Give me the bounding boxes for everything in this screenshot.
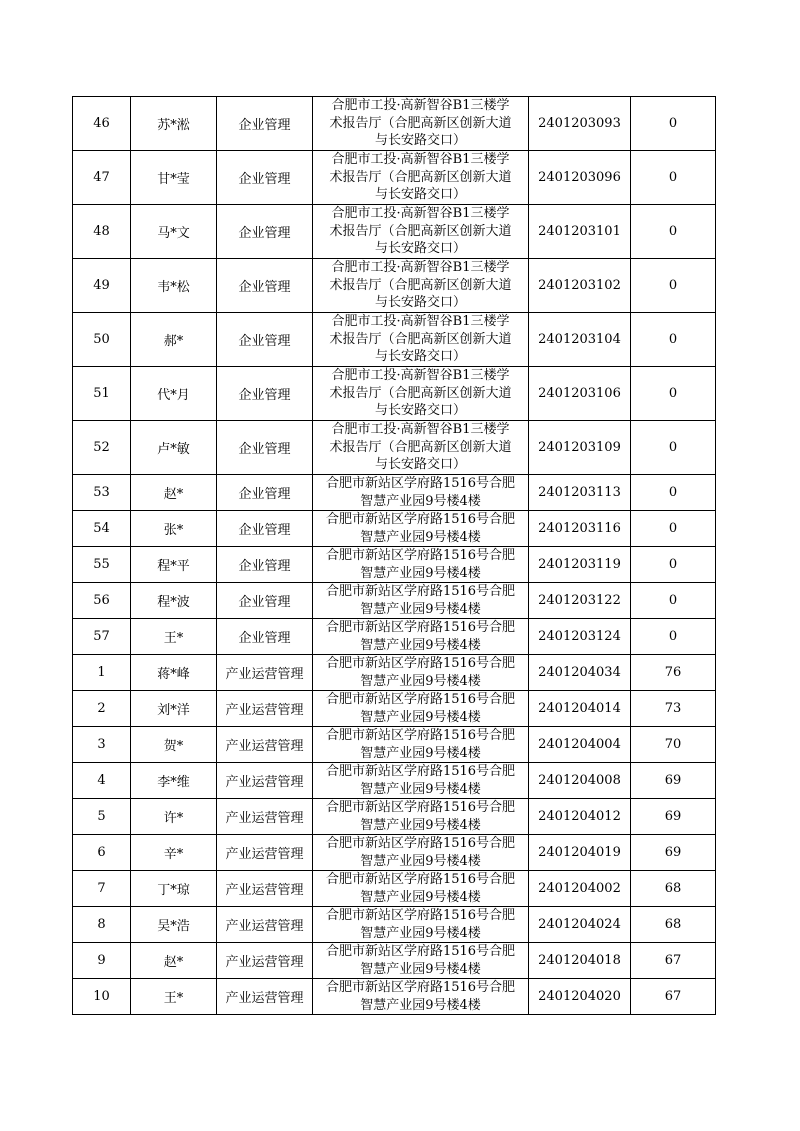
- position: 产业运营管理: [217, 727, 313, 763]
- address-line: 合肥市工投·高新智谷B1三楼学: [331, 368, 510, 384]
- candidate-name: 甘*莹: [131, 151, 217, 205]
- address-line: 合肥市新站区学府路1516号合肥: [325, 476, 516, 491]
- address-line: 智慧产业园9号楼4楼: [360, 889, 481, 905]
- table-row: [73, 583, 716, 619]
- exam-address: [313, 619, 529, 655]
- address-line: 合肥市工投·高新智谷B1三楼学: [331, 206, 510, 222]
- admission-id: 2401204018: [529, 943, 631, 979]
- position: 企业管理: [217, 475, 313, 511]
- row-number: 51: [73, 367, 131, 421]
- admission-id: 2401203106: [529, 367, 631, 421]
- table-body: [73, 97, 716, 1015]
- position: 产业运营管理: [217, 943, 313, 979]
- score: 68: [631, 907, 716, 943]
- row-number: 46: [73, 97, 131, 151]
- address-line: 术报告厅（合肥高新区创新大道: [329, 169, 512, 185]
- row-number: 56: [73, 583, 131, 619]
- address-line: 与长安路交口）: [374, 241, 466, 257]
- candidate-name: 丁*琼: [131, 871, 217, 907]
- table-row: [73, 97, 716, 151]
- position: 企业管理: [217, 583, 313, 619]
- candidate-name: 赵*: [131, 475, 217, 511]
- table-row: [73, 763, 716, 799]
- address-line: 术报告厅（合肥高新区创新大道: [329, 115, 512, 131]
- admission-id: 2401204019: [529, 835, 631, 871]
- address-line: 合肥市新站区学府路1516号合肥: [325, 800, 516, 815]
- table-row: [73, 475, 716, 511]
- row-number: 57: [73, 619, 131, 655]
- candidate-name: 代*月: [131, 367, 217, 421]
- position: 产业运营管理: [217, 691, 313, 727]
- exam-address: [313, 799, 529, 835]
- position: 产业运营管理: [217, 871, 313, 907]
- row-number: 10: [73, 979, 131, 1015]
- score: 73: [631, 691, 716, 727]
- table-row: [73, 151, 716, 205]
- address-line: 智慧产业园9号楼4楼: [360, 745, 481, 761]
- address-line: 智慧产业园9号楼4楼: [360, 817, 481, 833]
- admission-id: 2401204004: [529, 727, 631, 763]
- admission-id: 2401204014: [529, 691, 631, 727]
- table-row: [73, 205, 716, 259]
- score: 67: [631, 979, 716, 1015]
- row-number: 7: [73, 871, 131, 907]
- address-line: 智慧产业园9号楼4楼: [360, 997, 481, 1013]
- address-line: 智慧产业园9号楼4楼: [360, 601, 481, 617]
- admission-id: 2401204024: [529, 907, 631, 943]
- exam-address: [313, 583, 529, 619]
- address-line: 术报告厅（合肥高新区创新大道: [329, 223, 512, 239]
- score: 0: [631, 475, 716, 511]
- score: 0: [631, 547, 716, 583]
- score: 69: [631, 763, 716, 799]
- candidate-name: 王*: [131, 979, 217, 1015]
- address-line: 智慧产业园9号楼4楼: [360, 853, 481, 869]
- candidate-name: 程*平: [131, 547, 217, 583]
- address-line: 合肥市新站区学府路1516号合肥: [325, 764, 516, 779]
- address-line: 合肥市新站区学府路1516号合肥: [325, 980, 516, 995]
- exam-address: [313, 511, 529, 547]
- admission-id: 2401204008: [529, 763, 631, 799]
- row-number: 6: [73, 835, 131, 871]
- address-line: 合肥市新站区学府路1516号合肥: [325, 872, 516, 887]
- position: 企业管理: [217, 619, 313, 655]
- admission-id: 2401203101: [529, 205, 631, 259]
- score: 0: [631, 313, 716, 367]
- address-line: 合肥市工投·高新智谷B1三楼学: [331, 314, 510, 330]
- row-number: 3: [73, 727, 131, 763]
- address-line: 智慧产业园9号楼4楼: [360, 961, 481, 977]
- address-line: 与长安路交口）: [374, 457, 466, 473]
- exam-address: [313, 259, 529, 313]
- row-number: 53: [73, 475, 131, 511]
- admission-id: 2401203122: [529, 583, 631, 619]
- exam-address: [313, 763, 529, 799]
- exam-address: [313, 151, 529, 205]
- address-line: 与长安路交口）: [374, 295, 466, 311]
- candidate-name: 韦*松: [131, 259, 217, 313]
- table-row: [73, 727, 716, 763]
- address-line: 合肥市新站区学府路1516号合肥: [325, 584, 516, 599]
- exam-address: [313, 907, 529, 943]
- table-row: [73, 835, 716, 871]
- row-number: 54: [73, 511, 131, 547]
- candidate-name: 赵*: [131, 943, 217, 979]
- address-line: 智慧产业园9号楼4楼: [360, 493, 481, 509]
- score: 0: [631, 619, 716, 655]
- candidate-name: 蒋*峰: [131, 655, 217, 691]
- position: 企业管理: [217, 511, 313, 547]
- score: 69: [631, 835, 716, 871]
- row-number: 55: [73, 547, 131, 583]
- candidate-name: 王*: [131, 619, 217, 655]
- address-line: 合肥市新站区学府路1516号合肥: [325, 512, 516, 527]
- candidate-name: 刘*洋: [131, 691, 217, 727]
- row-number: 2: [73, 691, 131, 727]
- address-line: 合肥市新站区学府路1516号合肥: [325, 836, 516, 851]
- admission-id: 2401203116: [529, 511, 631, 547]
- exam-address: [313, 421, 529, 475]
- candidate-name: 卢*敏: [131, 421, 217, 475]
- address-line: 智慧产业园9号楼4楼: [360, 673, 481, 689]
- table-row: [73, 421, 716, 475]
- candidate-name: 郝*: [131, 313, 217, 367]
- address-line: 与长安路交口）: [374, 349, 466, 365]
- candidate-name: 马*文: [131, 205, 217, 259]
- address-line: 合肥市工投·高新智谷B1三楼学: [331, 422, 510, 438]
- exam-address: [313, 835, 529, 871]
- address-line: 合肥市工投·高新智谷B1三楼学: [331, 98, 510, 114]
- candidate-name: 程*波: [131, 583, 217, 619]
- score: 70: [631, 727, 716, 763]
- table-row: [73, 511, 716, 547]
- admission-id: 2401203104: [529, 313, 631, 367]
- address-line: 与长安路交口）: [374, 187, 466, 203]
- table-row: [73, 943, 716, 979]
- position: 产业运营管理: [217, 907, 313, 943]
- score: 69: [631, 799, 716, 835]
- table-row: [73, 907, 716, 943]
- address-line: 合肥市新站区学府路1516号合肥: [325, 656, 516, 671]
- exam-address: [313, 691, 529, 727]
- exam-address: [313, 655, 529, 691]
- address-line: 合肥市新站区学府路1516号合肥: [325, 944, 516, 959]
- score: 0: [631, 367, 716, 421]
- admission-id: 2401203124: [529, 619, 631, 655]
- row-number: 50: [73, 313, 131, 367]
- admission-id: 2401204002: [529, 871, 631, 907]
- address-line: 合肥市新站区学府路1516号合肥: [325, 692, 516, 707]
- table-row: [73, 259, 716, 313]
- address-line: 智慧产业园9号楼4楼: [360, 565, 481, 581]
- position: 企业管理: [217, 97, 313, 151]
- exam-address: [313, 97, 529, 151]
- position: 产业运营管理: [217, 979, 313, 1015]
- address-line: 合肥市工投·高新智谷B1三楼学: [331, 260, 510, 276]
- address-line: 合肥市新站区学府路1516号合肥: [325, 620, 516, 635]
- admission-id: 2401203113: [529, 475, 631, 511]
- position: 产业运营管理: [217, 799, 313, 835]
- position: 产业运营管理: [217, 763, 313, 799]
- candidate-name: 辛*: [131, 835, 217, 871]
- row-number: 4: [73, 763, 131, 799]
- address-line: 智慧产业园9号楼4楼: [360, 637, 481, 653]
- table-row: [73, 979, 716, 1015]
- address-line: 智慧产业园9号楼4楼: [360, 925, 481, 941]
- admission-id: 2401203093: [529, 97, 631, 151]
- admission-id: 2401204034: [529, 655, 631, 691]
- row-number: 52: [73, 421, 131, 475]
- position: 企业管理: [217, 205, 313, 259]
- candidate-name: 贺*: [131, 727, 217, 763]
- table-row: [73, 619, 716, 655]
- exam-address: [313, 943, 529, 979]
- address-line: 合肥市新站区学府路1516号合肥: [325, 908, 516, 923]
- row-number: 48: [73, 205, 131, 259]
- position: 企业管理: [217, 151, 313, 205]
- address-line: 合肥市新站区学府路1516号合肥: [325, 548, 516, 563]
- address-line: 合肥市新站区学府路1516号合肥: [325, 728, 516, 743]
- exam-address: [313, 313, 529, 367]
- row-number: 1: [73, 655, 131, 691]
- table-row: [73, 655, 716, 691]
- exam-address: [313, 871, 529, 907]
- score: 0: [631, 259, 716, 313]
- table-row: [73, 871, 716, 907]
- address-line: 术报告厅（合肥高新区创新大道: [329, 277, 512, 293]
- position: 企业管理: [217, 421, 313, 475]
- admission-id: 2401204012: [529, 799, 631, 835]
- score: 0: [631, 205, 716, 259]
- address-line: 合肥市工投·高新智谷B1三楼学: [331, 152, 510, 168]
- address-line: 与长安路交口）: [374, 133, 466, 149]
- candidate-name: 吴*浩: [131, 907, 217, 943]
- candidate-name: 李*维: [131, 763, 217, 799]
- exam-address: [313, 475, 529, 511]
- admission-id: 2401203096: [529, 151, 631, 205]
- address-line: 与长安路交口）: [374, 403, 466, 419]
- exam-address: [313, 979, 529, 1015]
- exam-address: [313, 205, 529, 259]
- address-line: 智慧产业园9号楼4楼: [360, 781, 481, 797]
- address-line: 术报告厅（合肥高新区创新大道: [329, 439, 512, 455]
- row-number: 8: [73, 907, 131, 943]
- position: 企业管理: [217, 313, 313, 367]
- candidate-name: 张*: [131, 511, 217, 547]
- exam-address: [313, 547, 529, 583]
- address-line: 智慧产业园9号楼4楼: [360, 709, 481, 725]
- table-row: [73, 547, 716, 583]
- score: 0: [631, 151, 716, 205]
- exam-address: [313, 367, 529, 421]
- admission-id: 2401203119: [529, 547, 631, 583]
- address-line: 术报告厅（合肥高新区创新大道: [329, 385, 512, 401]
- table-row: [73, 799, 716, 835]
- admission-id: 2401203102: [529, 259, 631, 313]
- address-line: 术报告厅（合肥高新区创新大道: [329, 331, 512, 347]
- candidate-name: 许*: [131, 799, 217, 835]
- position: 企业管理: [217, 367, 313, 421]
- score: 0: [631, 583, 716, 619]
- score: 68: [631, 871, 716, 907]
- score: 0: [631, 511, 716, 547]
- row-number: 9: [73, 943, 131, 979]
- row-number: 47: [73, 151, 131, 205]
- position: 产业运营管理: [217, 835, 313, 871]
- table-row: [73, 367, 716, 421]
- position: 企业管理: [217, 547, 313, 583]
- score: 0: [631, 97, 716, 151]
- exam-address: [313, 727, 529, 763]
- score-table: [72, 96, 716, 1015]
- position: 企业管理: [217, 259, 313, 313]
- position: 产业运营管理: [217, 655, 313, 691]
- row-number: 5: [73, 799, 131, 835]
- table-row: [73, 691, 716, 727]
- admission-id: 2401203109: [529, 421, 631, 475]
- candidate-name: 苏*淞: [131, 97, 217, 151]
- admission-id: 2401204020: [529, 979, 631, 1015]
- score: 0: [631, 421, 716, 475]
- address-line: 智慧产业园9号楼4楼: [360, 529, 481, 545]
- score: 67: [631, 943, 716, 979]
- table-row: [73, 313, 716, 367]
- row-number: 49: [73, 259, 131, 313]
- score: 76: [631, 655, 716, 691]
